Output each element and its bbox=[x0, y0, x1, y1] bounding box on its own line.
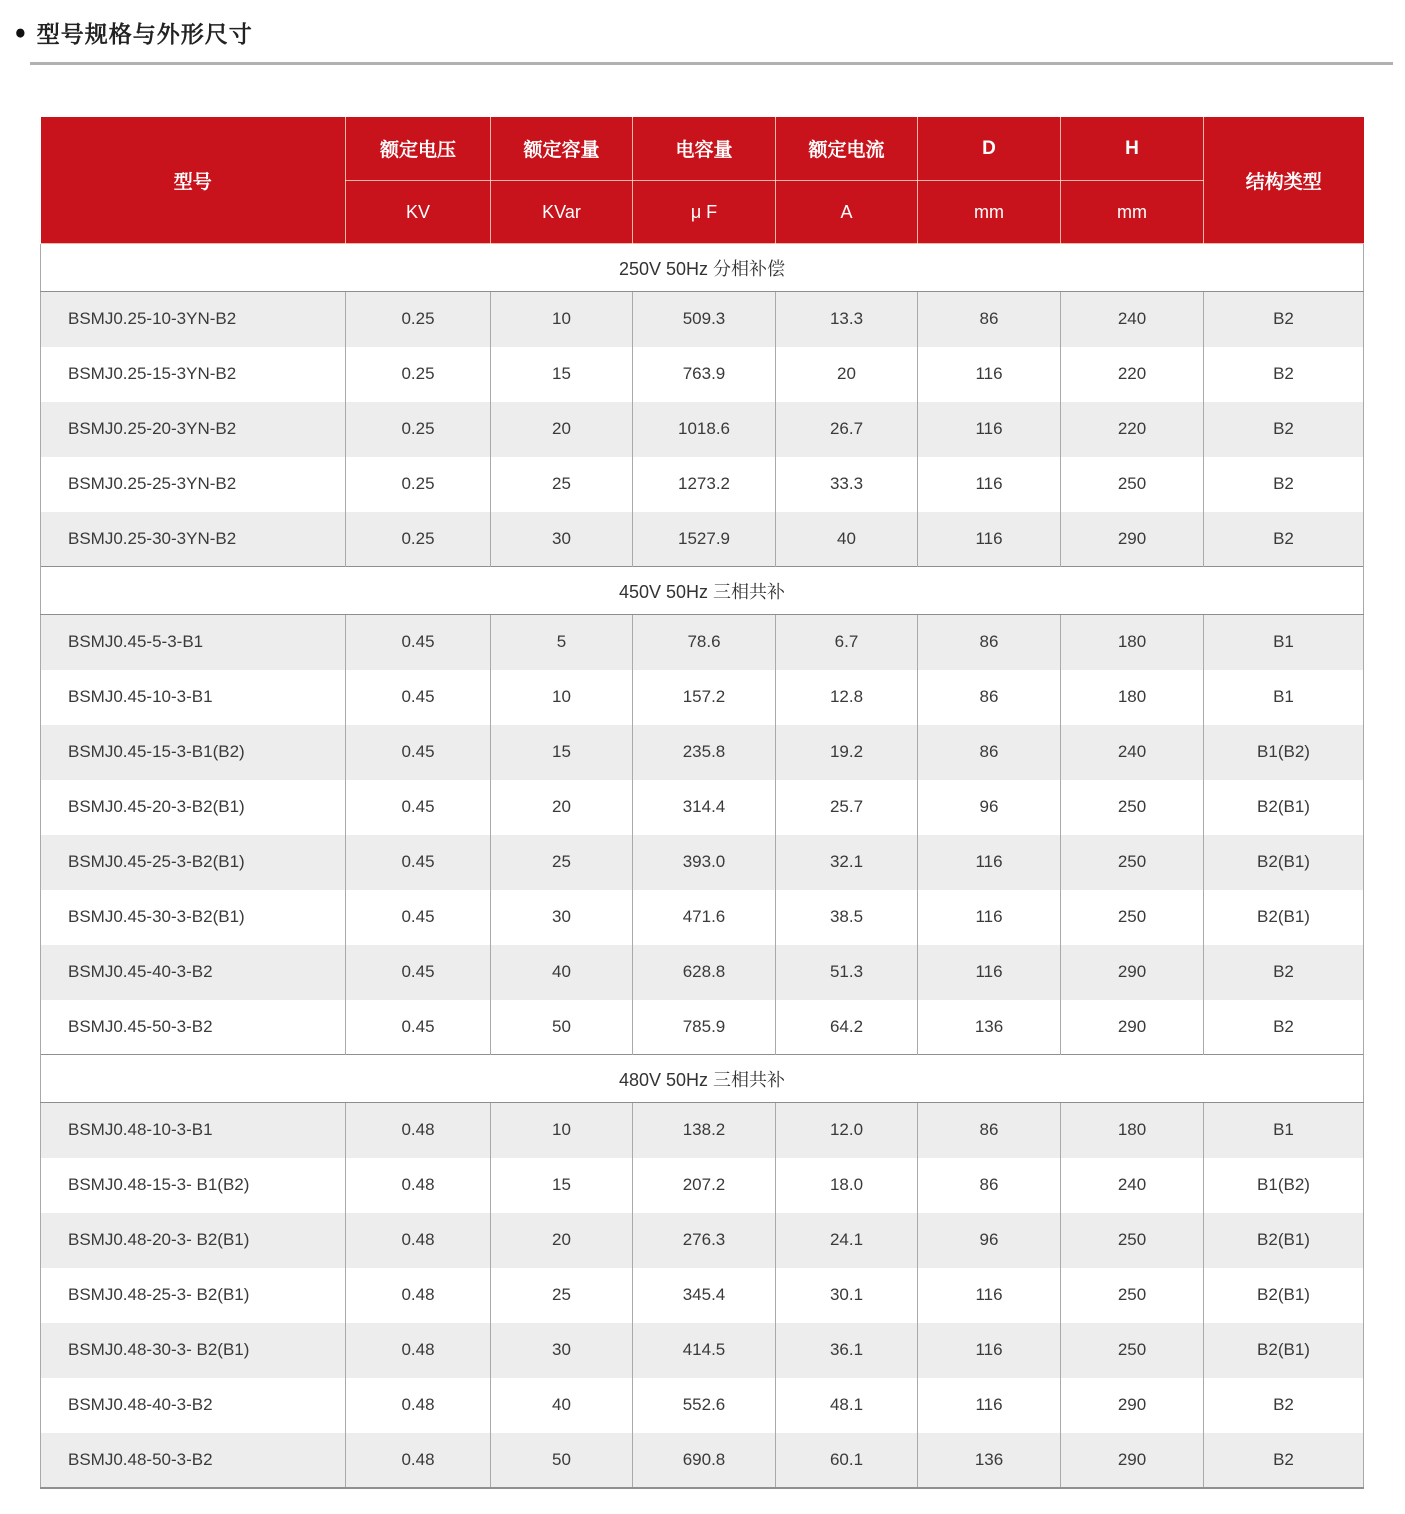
bullet-icon: ● bbox=[14, 21, 27, 44]
value-cell: 40 bbox=[776, 512, 918, 567]
table-row bbox=[41, 835, 1364, 890]
table-row bbox=[41, 1213, 1364, 1268]
value-cell: 0.48 bbox=[346, 1433, 491, 1488]
value-cell: 250 bbox=[1061, 457, 1204, 512]
value-cell: 116 bbox=[918, 890, 1061, 945]
value-cell: 96 bbox=[918, 1213, 1061, 1268]
model-cell: BSMJ0.45-15-3-B1(B2) bbox=[41, 725, 346, 780]
value-cell: 86 bbox=[918, 725, 1061, 780]
model-cell: BSMJ0.48-15-3- B1(B2) bbox=[41, 1158, 346, 1213]
value-cell: 13.3 bbox=[776, 292, 918, 347]
value-cell: B2 bbox=[1204, 292, 1364, 347]
value-cell: 138.2 bbox=[633, 1103, 776, 1158]
value-cell: 30 bbox=[491, 890, 633, 945]
col-header-5: H bbox=[1061, 117, 1204, 181]
model-cell: BSMJ0.48-50-3-B2 bbox=[41, 1433, 346, 1488]
section-title: 250V 50Hz 分相补偿 bbox=[41, 244, 1364, 292]
value-cell: 628.8 bbox=[633, 945, 776, 1000]
value-cell: 393.0 bbox=[633, 835, 776, 890]
title-divider bbox=[30, 62, 1393, 65]
table-row bbox=[41, 890, 1364, 945]
value-cell: 38.5 bbox=[776, 890, 918, 945]
value-cell: 15 bbox=[491, 1158, 633, 1213]
value-cell: 116 bbox=[918, 1378, 1061, 1433]
value-cell: 116 bbox=[918, 512, 1061, 567]
section-title: 480V 50Hz 三相共补 bbox=[41, 1055, 1364, 1103]
value-cell: 116 bbox=[918, 457, 1061, 512]
value-cell: 0.45 bbox=[346, 890, 491, 945]
value-cell: 116 bbox=[918, 347, 1061, 402]
model-cell: BSMJ0.25-30-3YN-B2 bbox=[41, 512, 346, 567]
value-cell: 0.45 bbox=[346, 670, 491, 725]
value-cell: 0.25 bbox=[346, 347, 491, 402]
value-cell: 690.8 bbox=[633, 1433, 776, 1488]
value-cell: 33.3 bbox=[776, 457, 918, 512]
table-row bbox=[41, 1268, 1364, 1323]
table-row bbox=[41, 1323, 1364, 1378]
value-cell: B2 bbox=[1204, 1433, 1364, 1488]
value-cell: 180 bbox=[1061, 615, 1204, 670]
value-cell: 86 bbox=[918, 670, 1061, 725]
value-cell: 250 bbox=[1061, 1268, 1204, 1323]
model-cell: BSMJ0.45-20-3-B2(B1) bbox=[41, 780, 346, 835]
value-cell: 60.1 bbox=[776, 1433, 918, 1488]
value-cell: 0.48 bbox=[346, 1103, 491, 1158]
value-cell: 250 bbox=[1061, 1213, 1204, 1268]
value-cell: B2 bbox=[1204, 402, 1364, 457]
value-cell: 78.6 bbox=[633, 615, 776, 670]
value-cell: 290 bbox=[1061, 1433, 1204, 1488]
value-cell: B1(B2) bbox=[1204, 1158, 1364, 1213]
table-row bbox=[41, 1378, 1364, 1433]
table-row bbox=[41, 1000, 1364, 1055]
value-cell: 290 bbox=[1061, 1378, 1204, 1433]
value-cell: 414.5 bbox=[633, 1323, 776, 1378]
col-header-2: 电容量 bbox=[633, 117, 776, 181]
value-cell: 180 bbox=[1061, 670, 1204, 725]
value-cell: B2(B1) bbox=[1204, 1268, 1364, 1323]
value-cell: 50 bbox=[491, 1433, 633, 1488]
value-cell: 0.45 bbox=[346, 835, 491, 890]
value-cell: 40 bbox=[491, 1378, 633, 1433]
value-cell: 25 bbox=[491, 1268, 633, 1323]
value-cell: 18.0 bbox=[776, 1158, 918, 1213]
section-title: 450V 50Hz 三相共补 bbox=[41, 567, 1364, 615]
value-cell: 86 bbox=[918, 292, 1061, 347]
value-cell: 30 bbox=[491, 1323, 633, 1378]
value-cell: 10 bbox=[491, 670, 633, 725]
value-cell: 314.4 bbox=[633, 780, 776, 835]
value-cell: B2 bbox=[1204, 347, 1364, 402]
value-cell: B1 bbox=[1204, 670, 1364, 725]
value-cell: 509.3 bbox=[633, 292, 776, 347]
table-row bbox=[41, 457, 1364, 512]
value-cell: 1527.9 bbox=[633, 512, 776, 567]
value-cell: 136 bbox=[918, 1000, 1061, 1055]
value-cell: 0.48 bbox=[346, 1158, 491, 1213]
model-cell: BSMJ0.45-10-3-B1 bbox=[41, 670, 346, 725]
value-cell: B2 bbox=[1204, 512, 1364, 567]
model-cell: BSMJ0.45-5-3-B1 bbox=[41, 615, 346, 670]
model-cell: BSMJ0.48-20-3- B2(B1) bbox=[41, 1213, 346, 1268]
value-cell: B2 bbox=[1204, 1000, 1364, 1055]
model-cell: BSMJ0.45-40-3-B2 bbox=[41, 945, 346, 1000]
model-cell: BSMJ0.45-30-3-B2(B1) bbox=[41, 890, 346, 945]
value-cell: 5 bbox=[491, 615, 633, 670]
page-title-row bbox=[0, 0, 1405, 49]
value-cell: 10 bbox=[491, 292, 633, 347]
model-cell: BSMJ0.48-10-3-B1 bbox=[41, 1103, 346, 1158]
col-unit-1: KVar bbox=[491, 181, 633, 244]
value-cell: 30.1 bbox=[776, 1268, 918, 1323]
model-cell: BSMJ0.25-20-3YN-B2 bbox=[41, 402, 346, 457]
model-cell: BSMJ0.25-10-3YN-B2 bbox=[41, 292, 346, 347]
value-cell: 0.45 bbox=[346, 1000, 491, 1055]
value-cell: 240 bbox=[1061, 292, 1204, 347]
model-cell: BSMJ0.48-30-3- B2(B1) bbox=[41, 1323, 346, 1378]
value-cell: B2 bbox=[1204, 457, 1364, 512]
value-cell: 25 bbox=[491, 835, 633, 890]
value-cell: B1 bbox=[1204, 1103, 1364, 1158]
table-row bbox=[41, 1158, 1364, 1213]
table-header bbox=[41, 117, 1364, 244]
value-cell: 0.48 bbox=[346, 1323, 491, 1378]
table-row bbox=[41, 402, 1364, 457]
col-header-0: 额定电压 bbox=[346, 117, 491, 181]
value-cell: 0.25 bbox=[346, 402, 491, 457]
value-cell: 116 bbox=[918, 1268, 1061, 1323]
value-cell: 290 bbox=[1061, 945, 1204, 1000]
value-cell: 157.2 bbox=[633, 670, 776, 725]
value-cell: 240 bbox=[1061, 1158, 1204, 1213]
value-cell: 763.9 bbox=[633, 347, 776, 402]
value-cell: 15 bbox=[491, 347, 633, 402]
value-cell: 136 bbox=[918, 1433, 1061, 1488]
value-cell: 116 bbox=[918, 402, 1061, 457]
table-row bbox=[41, 347, 1364, 402]
value-cell: 240 bbox=[1061, 725, 1204, 780]
col-header-model: 型号 bbox=[41, 117, 346, 244]
value-cell: 19.2 bbox=[776, 725, 918, 780]
model-cell: BSMJ0.45-25-3-B2(B1) bbox=[41, 835, 346, 890]
value-cell: 40 bbox=[491, 945, 633, 1000]
value-cell: 180 bbox=[1061, 1103, 1204, 1158]
model-cell: BSMJ0.48-25-3- B2(B1) bbox=[41, 1268, 346, 1323]
value-cell: 116 bbox=[918, 945, 1061, 1000]
value-cell: 1273.2 bbox=[633, 457, 776, 512]
value-cell: 20 bbox=[491, 1213, 633, 1268]
value-cell: 32.1 bbox=[776, 835, 918, 890]
spec-table bbox=[40, 117, 1364, 1489]
value-cell: 250 bbox=[1061, 890, 1204, 945]
table-row bbox=[41, 512, 1364, 567]
value-cell: B2(B1) bbox=[1204, 890, 1364, 945]
value-cell: 290 bbox=[1061, 512, 1204, 567]
table-body bbox=[41, 244, 1364, 1488]
value-cell: 24.1 bbox=[776, 1213, 918, 1268]
value-cell: 64.2 bbox=[776, 1000, 918, 1055]
value-cell: 471.6 bbox=[633, 890, 776, 945]
value-cell: 250 bbox=[1061, 1323, 1204, 1378]
value-cell: 250 bbox=[1061, 835, 1204, 890]
value-cell: 345.4 bbox=[633, 1268, 776, 1323]
table-row bbox=[41, 725, 1364, 780]
value-cell: 235.8 bbox=[633, 725, 776, 780]
value-cell: 0.45 bbox=[346, 780, 491, 835]
section-header-row-2 bbox=[41, 1055, 1364, 1103]
col-unit-0: KV bbox=[346, 181, 491, 244]
value-cell: 51.3 bbox=[776, 945, 918, 1000]
value-cell: 6.7 bbox=[776, 615, 918, 670]
value-cell: 12.0 bbox=[776, 1103, 918, 1158]
value-cell: 276.3 bbox=[633, 1213, 776, 1268]
col-unit-4: mm bbox=[918, 181, 1061, 244]
value-cell: 0.48 bbox=[346, 1378, 491, 1433]
value-cell: 12.8 bbox=[776, 670, 918, 725]
table-row bbox=[41, 945, 1364, 1000]
page-title: 型号规格与外形尺寸 bbox=[36, 21, 253, 47]
value-cell: 86 bbox=[918, 615, 1061, 670]
value-cell: B2 bbox=[1204, 1378, 1364, 1433]
value-cell: 20 bbox=[776, 347, 918, 402]
value-cell: 0.48 bbox=[346, 1268, 491, 1323]
value-cell: 25 bbox=[491, 457, 633, 512]
value-cell: 552.6 bbox=[633, 1378, 776, 1433]
value-cell: 30 bbox=[491, 512, 633, 567]
value-cell: 116 bbox=[918, 1323, 1061, 1378]
value-cell: B2(B1) bbox=[1204, 835, 1364, 890]
value-cell: 20 bbox=[491, 780, 633, 835]
value-cell: 10 bbox=[491, 1103, 633, 1158]
value-cell: 86 bbox=[918, 1158, 1061, 1213]
value-cell: 250 bbox=[1061, 780, 1204, 835]
value-cell: 220 bbox=[1061, 347, 1204, 402]
col-unit-3: A bbox=[776, 181, 918, 244]
section-header-row-0 bbox=[41, 244, 1364, 292]
value-cell: 116 bbox=[918, 835, 1061, 890]
table-row bbox=[41, 670, 1364, 725]
value-cell: 0.45 bbox=[346, 615, 491, 670]
value-cell: B2(B1) bbox=[1204, 780, 1364, 835]
value-cell: 290 bbox=[1061, 1000, 1204, 1055]
value-cell: 50 bbox=[491, 1000, 633, 1055]
value-cell: 0.25 bbox=[346, 457, 491, 512]
col-header-1: 额定容量 bbox=[491, 117, 633, 181]
value-cell: 36.1 bbox=[776, 1323, 918, 1378]
model-cell: BSMJ0.48-40-3-B2 bbox=[41, 1378, 346, 1433]
value-cell: 0.48 bbox=[346, 1213, 491, 1268]
value-cell: 207.2 bbox=[633, 1158, 776, 1213]
value-cell: 0.45 bbox=[346, 945, 491, 1000]
table-row bbox=[41, 292, 1364, 347]
value-cell: 48.1 bbox=[776, 1378, 918, 1433]
table-row bbox=[41, 1103, 1364, 1158]
value-cell: 26.7 bbox=[776, 402, 918, 457]
model-cell: BSMJ0.45-50-3-B2 bbox=[41, 1000, 346, 1055]
value-cell: B2(B1) bbox=[1204, 1213, 1364, 1268]
value-cell: 25.7 bbox=[776, 780, 918, 835]
value-cell: B2(B1) bbox=[1204, 1323, 1364, 1378]
value-cell: B1 bbox=[1204, 615, 1364, 670]
model-cell: BSMJ0.25-25-3YN-B2 bbox=[41, 457, 346, 512]
value-cell: 0.25 bbox=[346, 512, 491, 567]
value-cell: 785.9 bbox=[633, 1000, 776, 1055]
table-row bbox=[41, 1433, 1364, 1488]
col-header-3: 额定电流 bbox=[776, 117, 918, 181]
value-cell: 1018.6 bbox=[633, 402, 776, 457]
value-cell: 96 bbox=[918, 780, 1061, 835]
table-row bbox=[41, 615, 1364, 670]
value-cell: 0.45 bbox=[346, 725, 491, 780]
value-cell: B1(B2) bbox=[1204, 725, 1364, 780]
value-cell: 86 bbox=[918, 1103, 1061, 1158]
col-unit-5: mm bbox=[1061, 181, 1204, 244]
table-row bbox=[41, 780, 1364, 835]
value-cell: 20 bbox=[491, 402, 633, 457]
section-header-row-1 bbox=[41, 567, 1364, 615]
value-cell: B2 bbox=[1204, 945, 1364, 1000]
col-header-4: D bbox=[918, 117, 1061, 181]
model-cell: BSMJ0.25-15-3YN-B2 bbox=[41, 347, 346, 402]
value-cell: 0.25 bbox=[346, 292, 491, 347]
col-unit-2: μ F bbox=[633, 181, 776, 244]
value-cell: 220 bbox=[1061, 402, 1204, 457]
value-cell: 15 bbox=[491, 725, 633, 780]
col-header-structure: 结构类型 bbox=[1204, 117, 1364, 244]
